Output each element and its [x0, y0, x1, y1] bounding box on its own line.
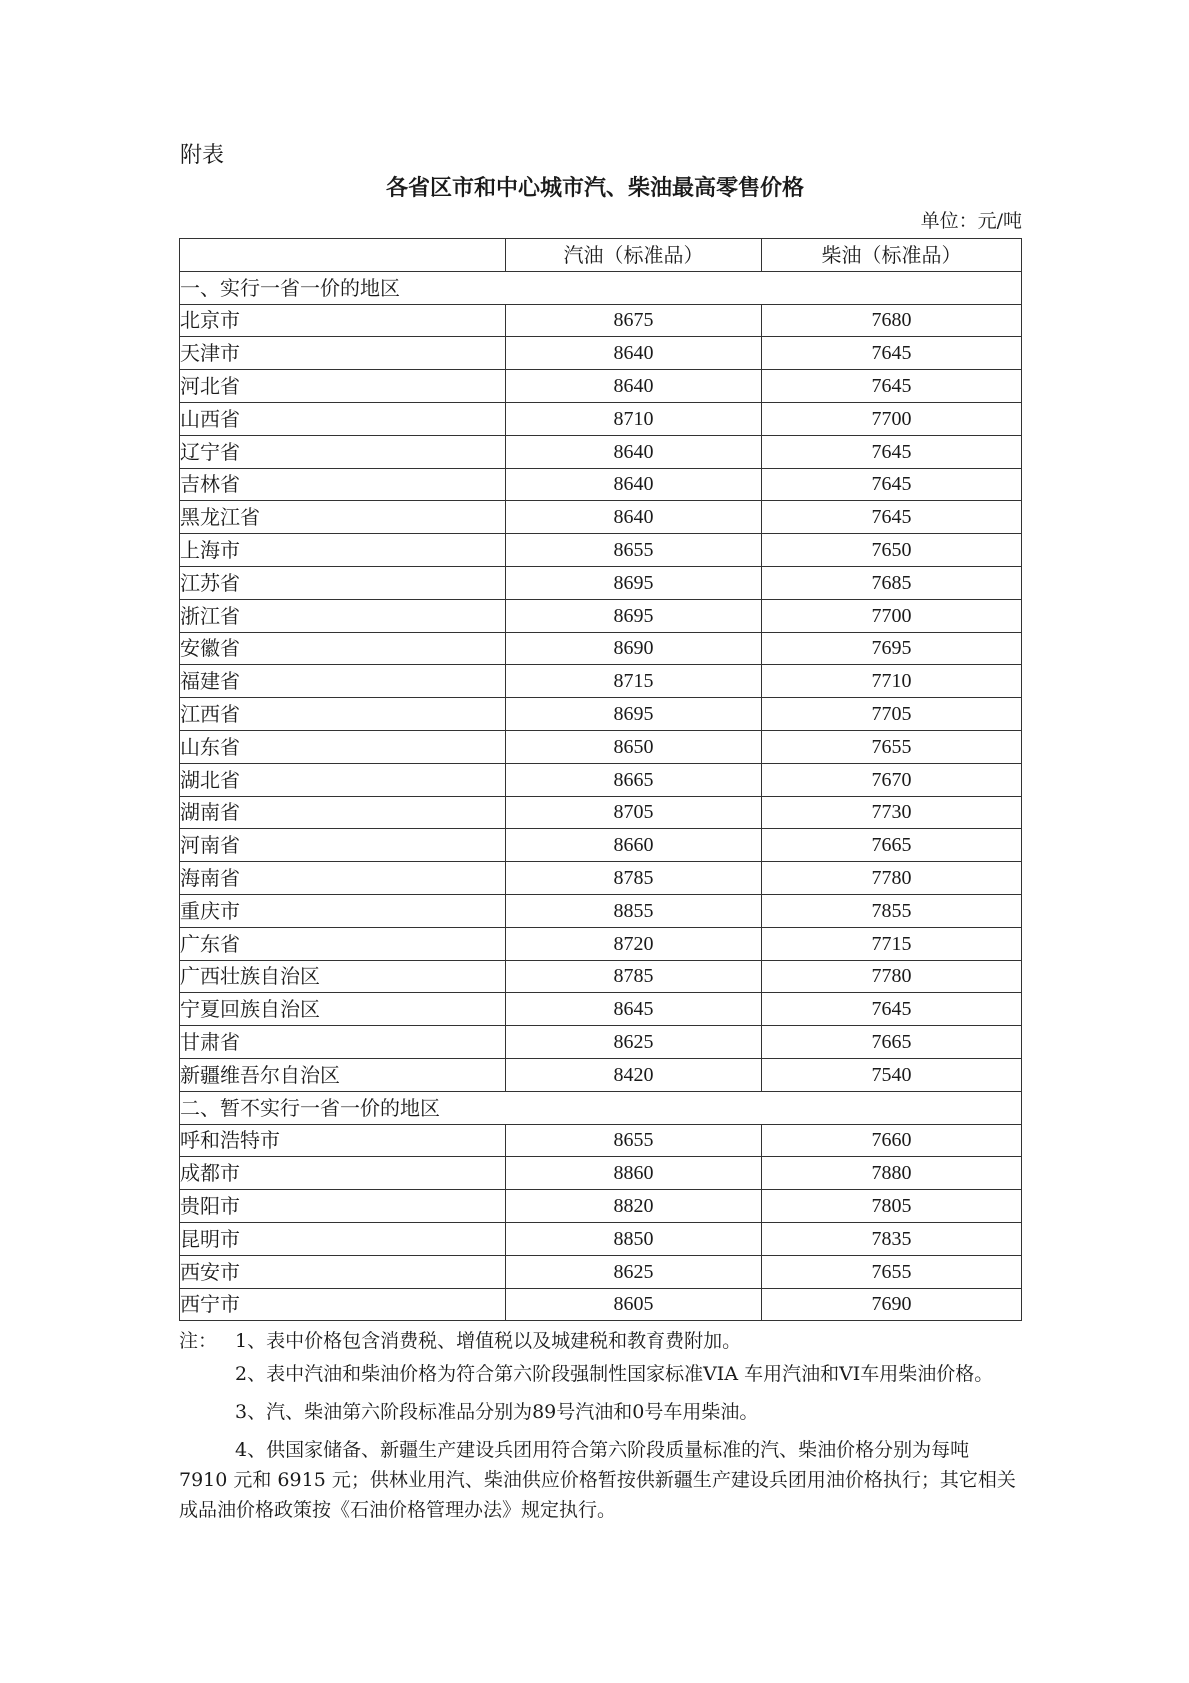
note-text-1: 1、表中价格包含消费税、增值税以及城建税和教育费附加。	[235, 1330, 742, 1352]
diesel-price-cell: 7645	[762, 993, 1022, 1026]
region-name-cell: 山东省	[180, 730, 506, 763]
diesel-price-cell: 7690	[762, 1288, 1022, 1321]
gasoline-price-cell: 8640	[506, 468, 762, 501]
attachment-label: 附表	[180, 143, 225, 168]
diesel-price-cell: 7880	[762, 1157, 1022, 1190]
diesel-price-cell: 7645	[762, 370, 1022, 403]
diesel-price-cell: 7645	[762, 468, 1022, 501]
table-header-row	[180, 239, 1022, 272]
diesel-price-cell: 7710	[762, 665, 1022, 698]
diesel-price-cell: 7655	[762, 730, 1022, 763]
table-row	[180, 1288, 1022, 1321]
header-diesel: 柴油（标准品）	[762, 239, 1022, 272]
document-title: 各省区市和中心城市汽、柴油最高零售价格	[385, 176, 804, 201]
gasoline-price-cell: 8640	[506, 501, 762, 534]
region-name-cell: 河南省	[180, 829, 506, 862]
gasoline-price-cell: 8625	[506, 1026, 762, 1059]
region-name-cell: 甘肃省	[180, 1026, 506, 1059]
diesel-price-cell: 7805	[762, 1190, 1022, 1223]
table-row	[180, 304, 1022, 337]
note-item-4: 4、供国家储备、新疆生产建设兵团用符合第六阶段质量标准的汽、柴油价格分别为每吨 7910 元和 6915 元；供林业用汽、柴油供应价格暂按供新疆生产建设兵团用油价格执行；其它相关成品油价格政策按《石油价格管理办法》规定执行。	[179, 1439, 1016, 1521]
diesel-price-cell: 7835	[762, 1222, 1022, 1255]
diesel-price-cell: 7700	[762, 402, 1022, 435]
header-gasoline: 汽油（标准品）	[506, 239, 762, 272]
table-row	[180, 829, 1022, 862]
note-item-1	[179, 1326, 1021, 1356]
gasoline-price-cell: 8820	[506, 1190, 762, 1223]
diesel-price-cell: 7780	[762, 862, 1022, 895]
region-name-cell: 福建省	[180, 665, 506, 698]
diesel-price-cell: 7645	[762, 435, 1022, 468]
diesel-price-cell: 7730	[762, 796, 1022, 829]
table-row	[180, 927, 1022, 960]
gasoline-price-cell: 8695	[506, 566, 762, 599]
diesel-price-cell: 7665	[762, 829, 1022, 862]
region-name-cell: 昆明市	[180, 1222, 506, 1255]
gasoline-price-cell: 8655	[506, 1124, 762, 1157]
gasoline-price-cell: 8710	[506, 402, 762, 435]
region-name-cell: 广西壮族自治区	[180, 960, 506, 993]
gasoline-price-cell: 8650	[506, 730, 762, 763]
diesel-price-cell: 7680	[762, 304, 1022, 337]
table-row	[180, 960, 1022, 993]
notes	[179, 1326, 1021, 1533]
diesel-price-cell: 7685	[762, 566, 1022, 599]
table-row	[180, 402, 1022, 435]
table-row	[180, 1026, 1022, 1059]
table-row	[180, 1124, 1022, 1157]
diesel-price-cell: 7655	[762, 1255, 1022, 1288]
gasoline-price-cell: 8645	[506, 993, 762, 1026]
region-name-cell: 新疆维吾尔自治区	[180, 1058, 506, 1091]
diesel-price-cell: 7670	[762, 763, 1022, 796]
region-name-cell: 山西省	[180, 402, 506, 435]
diesel-price-cell: 7705	[762, 698, 1022, 731]
gasoline-price-cell: 8655	[506, 534, 762, 567]
region-name-cell: 湖北省	[180, 763, 506, 796]
region-name-cell: 安徽省	[180, 632, 506, 665]
region-name-cell: 西安市	[180, 1255, 506, 1288]
region-name-cell: 上海市	[180, 534, 506, 567]
table-row	[180, 1255, 1022, 1288]
section-row	[180, 1091, 1022, 1124]
diesel-price-cell: 7645	[762, 337, 1022, 370]
notes-lead: 注：	[179, 1330, 218, 1352]
gasoline-price-cell: 8785	[506, 960, 762, 993]
gasoline-price-cell: 8675	[506, 304, 762, 337]
price-table	[179, 238, 1022, 1321]
table-row	[180, 501, 1022, 534]
diesel-price-cell: 7700	[762, 599, 1022, 632]
diesel-price-cell: 7650	[762, 534, 1022, 567]
region-name-cell: 海南省	[180, 862, 506, 895]
gasoline-price-cell: 8420	[506, 1058, 762, 1091]
section-row	[180, 271, 1022, 304]
region-name-cell: 北京市	[180, 304, 506, 337]
note-item-3: 3、汽、柴油第六阶段标准品分别为89号汽油和0号车用柴油。	[235, 1401, 759, 1423]
table-row	[180, 665, 1022, 698]
table-row	[180, 1190, 1022, 1223]
diesel-price-cell: 7540	[762, 1058, 1022, 1091]
region-name-cell: 宁夏回族自治区	[180, 993, 506, 1026]
gasoline-price-cell: 8605	[506, 1288, 762, 1321]
region-name-cell: 吉林省	[180, 468, 506, 501]
gasoline-price-cell: 8695	[506, 698, 762, 731]
diesel-price-cell: 7665	[762, 1026, 1022, 1059]
table-row	[180, 337, 1022, 370]
table-row	[180, 632, 1022, 665]
table-row	[180, 993, 1022, 1026]
table-row	[180, 894, 1022, 927]
table-row	[180, 1058, 1022, 1091]
diesel-price-cell: 7780	[762, 960, 1022, 993]
gasoline-price-cell: 8625	[506, 1255, 762, 1288]
diesel-price-cell: 7715	[762, 927, 1022, 960]
header-region	[180, 239, 506, 272]
section-title: 二、暂不实行一省一价的地区	[180, 1091, 1022, 1124]
gasoline-price-cell: 8695	[506, 599, 762, 632]
table-row	[180, 599, 1022, 632]
gasoline-price-cell: 8690	[506, 632, 762, 665]
table-row	[180, 1222, 1022, 1255]
table-row	[180, 534, 1022, 567]
region-name-cell: 江苏省	[180, 566, 506, 599]
table-row	[180, 1157, 1022, 1190]
section-title: 一、实行一省一价的地区	[180, 271, 1022, 304]
region-name-cell: 辽宁省	[180, 435, 506, 468]
gasoline-price-cell: 8665	[506, 763, 762, 796]
gasoline-price-cell: 8705	[506, 796, 762, 829]
region-name-cell: 广东省	[180, 927, 506, 960]
diesel-price-cell: 7660	[762, 1124, 1022, 1157]
gasoline-price-cell: 8660	[506, 829, 762, 862]
gasoline-price-cell: 8715	[506, 665, 762, 698]
table-row	[180, 370, 1022, 403]
region-name-cell: 西宁市	[180, 1288, 506, 1321]
table-row	[180, 435, 1022, 468]
table-row	[180, 796, 1022, 829]
gasoline-price-cell: 8850	[506, 1222, 762, 1255]
diesel-price-cell: 7695	[762, 632, 1022, 665]
table-row	[180, 763, 1022, 796]
gasoline-price-cell: 8785	[506, 862, 762, 895]
table-row	[180, 862, 1022, 895]
gasoline-price-cell: 8855	[506, 894, 762, 927]
gasoline-price-cell: 8860	[506, 1157, 762, 1190]
gasoline-price-cell: 8720	[506, 927, 762, 960]
table-body	[180, 271, 1022, 1321]
gasoline-price-cell: 8640	[506, 370, 762, 403]
region-name-cell: 呼和浩特市	[180, 1124, 506, 1157]
table-row	[180, 468, 1022, 501]
diesel-price-cell: 7855	[762, 894, 1022, 927]
region-name-cell: 河北省	[180, 370, 506, 403]
table-row	[180, 698, 1022, 731]
gasoline-price-cell: 8640	[506, 337, 762, 370]
table-row	[180, 566, 1022, 599]
region-name-cell: 重庆市	[180, 894, 506, 927]
table-row	[180, 730, 1022, 763]
note-item-2: 2、表中汽油和柴油价格为符合第六阶段强制性国家标准VIA 车用汽油和VI车用柴油价格。	[235, 1363, 994, 1385]
unit-label: 单位：元/吨	[920, 210, 1022, 232]
diesel-price-cell: 7645	[762, 501, 1022, 534]
region-name-cell: 江西省	[180, 698, 506, 731]
region-name-cell: 浙江省	[180, 599, 506, 632]
region-name-cell: 成都市	[180, 1157, 506, 1190]
region-name-cell: 湖南省	[180, 796, 506, 829]
region-name-cell: 黑龙江省	[180, 501, 506, 534]
region-name-cell: 贵阳市	[180, 1190, 506, 1223]
gasoline-price-cell: 8640	[506, 435, 762, 468]
region-name-cell: 天津市	[180, 337, 506, 370]
